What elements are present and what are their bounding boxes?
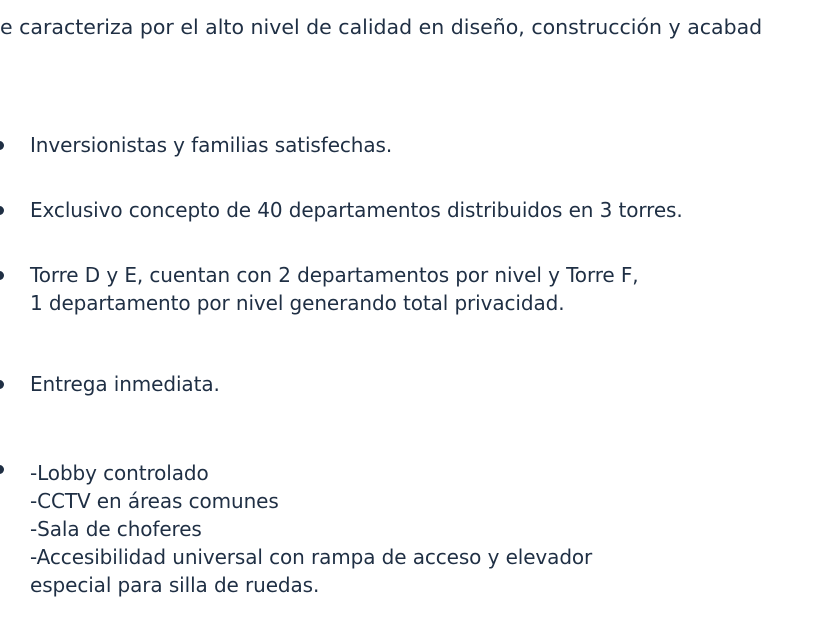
bullet-item-text: -Lobby controlado <box>30 461 209 485</box>
bullet-item-text: Inversionistas y familias satisfechas. <box>30 133 393 157</box>
bullet-item-text: Torre D y E, cuentan con 2 departamentos por nivel y Torre F, <box>30 263 639 287</box>
bullet-dot <box>0 206 4 215</box>
bullet-dot <box>0 141 4 150</box>
bullet-dot <box>0 271 4 280</box>
bullet-dot <box>0 465 4 474</box>
bullet-dot <box>0 380 4 389</box>
header-text: e caracteriza por el alto nivel de calidad en diseño, construcción y acabad <box>0 15 763 39</box>
bullet-item-text: -Accesibilidad universal con rampa de acceso y elevador <box>30 545 593 569</box>
bullet-item-text: -CCTV en áreas comunes <box>30 489 279 513</box>
bullet-item-text: especial para silla de ruedas. <box>30 573 320 597</box>
bullet-item-text: Entrega inmediata. <box>30 372 220 396</box>
bullet-item-text: 1 departamento por nivel generando total privacidad. <box>30 291 565 315</box>
bullet-item-text: Exclusivo concepto de 40 departamentos distribuidos en 3 torres. <box>30 198 683 222</box>
bullet-item-text: -Sala de choferes <box>30 517 202 541</box>
